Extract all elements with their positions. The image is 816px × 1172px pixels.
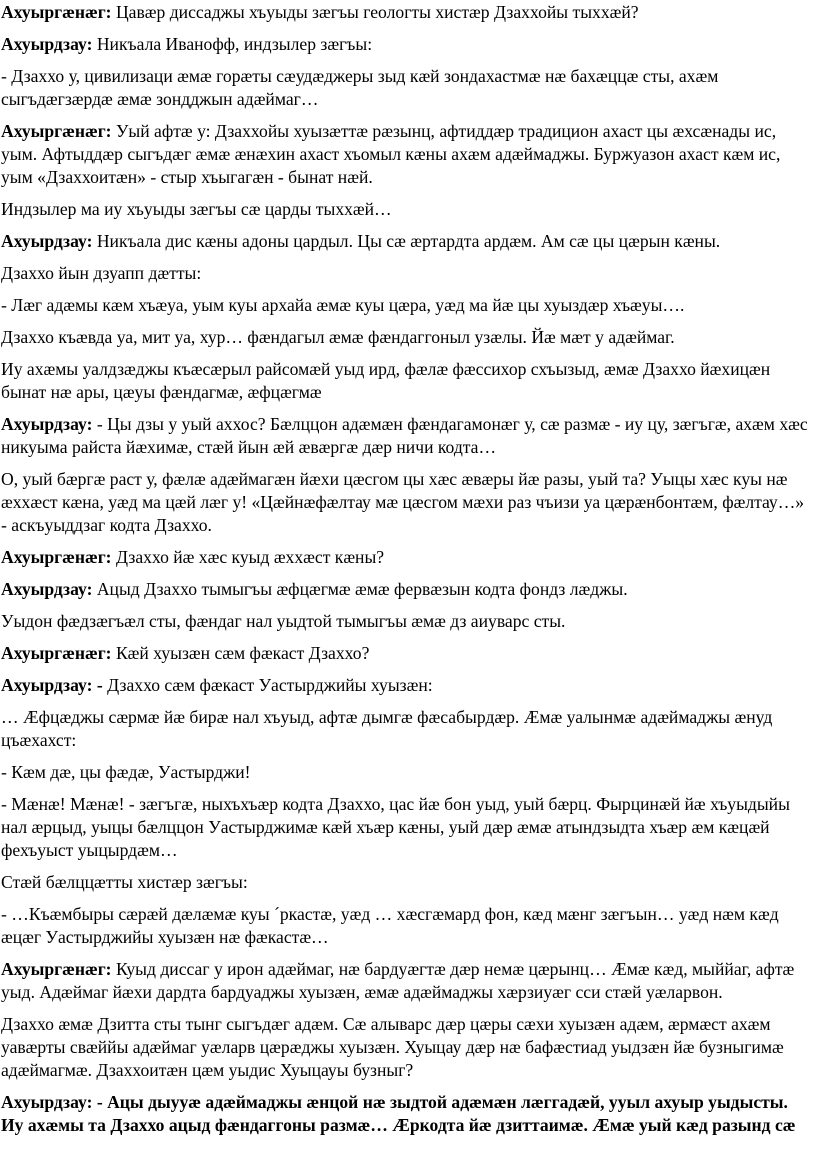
paragraph-text: Дзаххо сæм фæкаст Уастырджийы хуызæн: [102,675,433,695]
paragraph [1,642,812,665]
paragraph-text: Ацы дыууæ адæймаджы æнцой нæ зыдтой адæмæн лæггадæй, ууыл ахуыр уыдысты. Иу ахæмы та Дзаххо ацыд фæндаггоны размæ… Æркодта йæ дзиттаимæ. Æмæ уый кæд разынд сæ [1,1092,796,1135]
paragraph [1,1013,812,1082]
speaker-label: Ахуыргæнæг: [1,643,112,663]
paragraph [1,326,812,349]
paragraph-text: - Лæг адæмы кæм хъæуа, уым куы архайа æмæ куы цæра, уæд ма йæ цы хуыздæр хъæуы…. [1,295,685,315]
paragraph [1,610,812,633]
paragraph-text: Куыд диссаг у ирон адæймаг, нæ бардуæгтæ дæр немæ цæрынц… Æмæ кæд, мыййаг, афтæ уыд. Адæймаг йæхи дардта бардуаджы хуызæн, æмæ адæймаджы хæрзиуæг сси стæй уæларвон. [1,959,795,1002]
paragraph-text: … Æфцæджы сæрмæ йæ бирæ нал хъуыд, афтæ дымгæ фæсабырдæр. Æмæ уалынмæ адæймаджы æнуд цъæхахст: [1,707,773,750]
paragraph [1,793,812,862]
paragraph [1,294,812,317]
speaker-label: Ахуыргæнæг: [1,959,112,979]
paragraph-text: Кæй хуызæн сæм фæкаст Дзаххо? [111,643,370,663]
paragraph-text: Иу ахæмы уалдзæджы къæсæрыл райсомæй уыд ирд, фæлæ фæссихор схъызыд, æмæ Дзаххо йæхицæн бынат нæ ары, цæуы фæндагмæ, æфцæгмæ [1,359,771,402]
paragraph-text: - Дзаххо у, цивилизаци æмæ горæты сæудæджеры зыд кæй зондахастмæ нæ бахæццæ сты, ахæм сыгъдæгзæрдæ æмæ зондджын адæймаг… [1,66,719,109]
paragraph-text: Стæй бæлццæтты хистæр зæгъы: [1,872,248,892]
paragraph [1,1,812,24]
speaker-label: Ахуырдзау: - [1,675,103,695]
paragraph [1,958,812,1004]
paragraph-text: Индзылер ма иу хъуыды зæгъы сæ царды тыххæй… [1,199,392,219]
speaker-label: Ахуырдзау: [1,34,93,54]
paragraph-text: Дзаххо æмæ Дзитта сты тынг сыгъдæг адæм. Сæ алыварс дæр цæры сæхи хуызæн адæм, æрмæст ахæм уавæрты свæййы адæймаг уæларв цæрæджы хуызæн. Хуыцау дæр нæ бафæстиад уыдзæн йæ бузныгимæ адæймагмæ. Дзаххоитæн цæм уыдис Хуыцауы бузныг? [1,1014,784,1080]
paragraph [1,120,812,189]
paragraph [1,65,812,111]
paragraph-text: Никъала Иванофф, индзылер зæгъы: [92,34,373,54]
paragraph-text: Дзаххо къæвда уа, мит уа, хур… фæндагыл æмæ фæндаггоныл узæлы. Йæ мæт у адæймаг. [1,327,675,347]
paragraph-text: - Мæнæ! Мæнæ! - зæгъгæ, ныхъхъæр кодта Дзаххо, цас йæ бон уыд, уый бæрц. Фырцинæй йæ хъуыдыйы нал æрцыд, уыцы бæлццон Уастырджимæ кæй хъæр кæны, уый дæр æмæ атындзыдта хъæр æм кæцæй фехъуыст уыцырдæм… [1,794,790,860]
speaker-label: Ахуырдзау: [1,414,93,434]
paragraph-text: - Кæм дæ, цы фæдæ, Уастырджи! [1,762,251,782]
paragraph [1,578,812,601]
paragraph [1,871,812,894]
paragraph-text: Никъала дис кæны адоны цардыл. Цы сæ æртардта ардæм. Ам сæ цы цæрын кæны. [92,231,721,251]
paragraph [1,546,812,569]
paragraph [1,674,812,697]
paragraph [1,33,812,56]
paragraph [1,198,812,221]
paragraph [1,1091,812,1137]
paragraph-text: Уыдон фæдзæгъæл сты, фæндаг нал уыдтой тымыгъы æмæ дз аиуварс сты. [1,611,566,631]
paragraph [1,413,812,459]
speaker-label: Ахуыргæнæг: [1,121,112,141]
speaker-label: Ахуыргæнæг: [1,547,112,567]
paragraph-text: Ацыд Дзаххо тымыгъы æфцæгмæ æмæ фервæзын кодта фондз лæджы. [92,579,628,599]
speaker-label: Ахуырдзау: [1,231,93,251]
paragraph-text: Дзаххо йæ хæс куыд æххæст кæны? [111,547,385,567]
paragraph-text: Уый афтæ у: Дзаххойы хуызæттæ рæзынц, афтиддæр традицион ахаст цы æхсæнады ис, уым. Афтыддæр сыгъдæг æмæ æнæхин ахаст хъомыл кæны ахæм адæймаджы. Буржуазон ахаст кæм ис, уым «Дзаххоитæн» - стыр хъыгагæн - бынат нæй. [1,121,781,187]
paragraph [1,358,812,404]
paragraph [1,706,812,752]
paragraph-text: О, уый бæргæ раст у, фæлæ адæймагæн йæхи цæсгом цы хæс æвæры йæ разы, уый та? Уыцы хæс куы нæ æххæст кæна, уæд ма цæй лæг у! «Цæйнæфæлтау мæ цæсгом мæхи раз чъизи уа цæрæнбонтæм, фæлтау…» - аскъуыддзаг кодта Дзаххо. [1,469,805,535]
paragraph-text: Цавæр диссаджы хъуыды зæгъы геологты хистæр Дзаххойы тыххæй? [111,2,639,22]
speaker-label: Ахуырдзау: - [1,1092,103,1112]
speaker-label: Ахуыргæнæг: [1,2,112,22]
speaker-label: Ахуырдзау: [1,579,93,599]
paragraph-text: - Цы дзы у уый аххос? Бæлццон адæмæн фæндагамонæг у, сæ размæ - иу цу, зæгъгæ, ахæм хæс никуыма райста йæхимæ, стæй йын æй æвæргæ дæр ничи кодта… [1,414,808,457]
paragraph [1,903,812,949]
paragraph [1,468,812,537]
paragraph [1,761,812,784]
paragraph-text: - …Къæмбыры сæрæй дæлæмæ куы ´ркастæ, уæд … хæсгæмард фон, кæд мæнг зæгъын… уæд нæм кæд æцæг Уастырджийы хуызæн нæ фæкастæ… [1,904,779,947]
paragraph [1,230,812,253]
paragraph [1,262,812,285]
paragraph-text: Дзаххо йын дзуапп дæтты: [1,263,202,283]
